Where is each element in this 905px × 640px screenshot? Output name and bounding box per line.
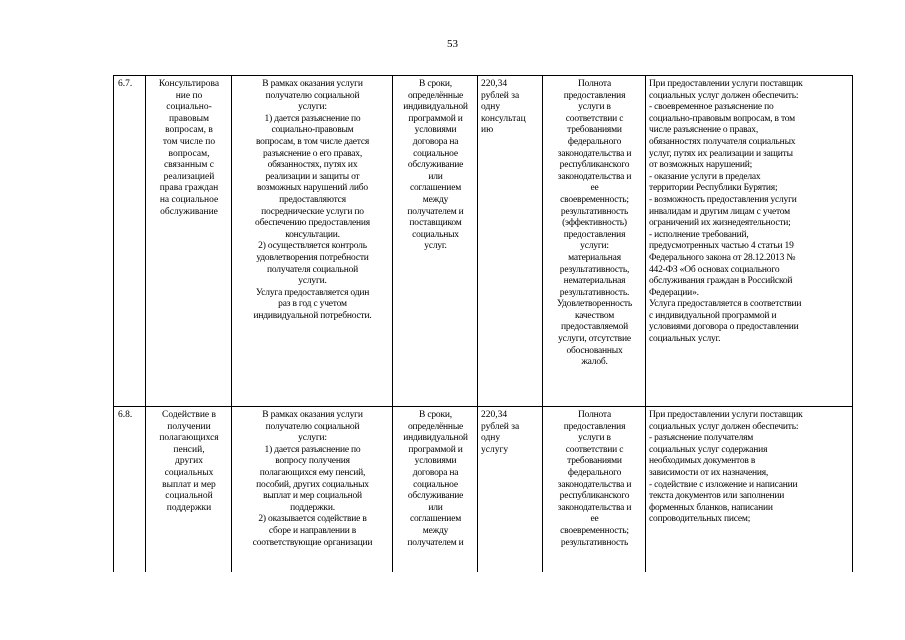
cell-text-line: услугу bbox=[481, 444, 509, 455]
cell-text-line: рублей за bbox=[481, 421, 520, 432]
cell-text-line: Полнота bbox=[577, 410, 612, 420]
service-terms-cell bbox=[393, 407, 478, 573]
cell-text-line: В рамках оказания услуги bbox=[262, 410, 363, 420]
cell-text-line: социальных bbox=[412, 229, 459, 240]
cell-text-line: правовым bbox=[168, 113, 210, 124]
cell-text-line: соответствующие организации bbox=[252, 537, 373, 548]
cell-text-line: республиканского bbox=[559, 160, 630, 171]
cell-text-line: При предоставлении услуги поставщик bbox=[649, 79, 803, 89]
page-number: 53 bbox=[447, 38, 458, 50]
service-quality-cell bbox=[543, 76, 646, 407]
cell-text-line: своевременность; bbox=[560, 194, 629, 205]
cell-text-line: числе разъяснение о правах, bbox=[649, 125, 759, 136]
cell-text-line: условиями bbox=[414, 456, 457, 467]
cell-text-line: определённые bbox=[407, 90, 464, 101]
row-number-cell bbox=[114, 407, 146, 573]
cell-text-line: В сроки, bbox=[419, 79, 452, 89]
cell-text-line: Полнота bbox=[577, 79, 612, 89]
table-row bbox=[114, 407, 853, 573]
cell-text-line: обслуживания граждан в Российской bbox=[649, 276, 793, 287]
cell-text-line: полагающихся bbox=[159, 433, 219, 444]
cell-text-line: получателю социальной bbox=[265, 421, 360, 432]
cell-text-line: социальных услуг. bbox=[649, 334, 721, 345]
cell-text-line: требованиями bbox=[567, 125, 622, 136]
cell-text-line: на социальное bbox=[159, 194, 219, 205]
service-name-cell bbox=[146, 76, 232, 407]
cell-text-line: предусмотренных частью 4 статьи 19 bbox=[649, 241, 794, 252]
cell-text-line: 220,34 bbox=[481, 79, 508, 89]
cell-text-line: социально-правовым bbox=[271, 125, 354, 136]
cell-text-line: соответствии с bbox=[565, 444, 624, 455]
cell-text-line: с индивидуальной программой и bbox=[649, 310, 777, 321]
cell-text-line: законодательства и bbox=[557, 148, 632, 159]
cell-text-line: между bbox=[422, 194, 449, 205]
cell-text-line: республиканского bbox=[559, 491, 630, 502]
cell-text-line: консультац bbox=[481, 113, 526, 124]
service-terms-cell bbox=[393, 76, 478, 407]
cell-text-line: программой и bbox=[408, 444, 463, 455]
service-name-cell bbox=[146, 407, 232, 573]
cell-text-line: соглашением bbox=[409, 183, 462, 194]
cell-text-line: - исполнение требований, bbox=[649, 229, 749, 240]
cell-text-line: услуги в bbox=[578, 433, 611, 444]
cell-text-line: индивидуальной bbox=[403, 433, 468, 444]
cell-text-line: договора на bbox=[412, 467, 459, 478]
cell-text-line: связанным с bbox=[163, 160, 215, 171]
cell-text-line: сборе и направлении в bbox=[268, 525, 357, 536]
cell-text-line: социальное bbox=[413, 479, 458, 490]
service-price-cell bbox=[478, 76, 543, 407]
cell-text-line: ние по bbox=[175, 90, 203, 101]
cell-text-line: соглашением bbox=[409, 514, 462, 525]
cell-text-line: территории Республики Бурятия; bbox=[649, 183, 778, 194]
cell-text-line: материальная bbox=[568, 252, 621, 263]
service-description-cell bbox=[232, 76, 393, 407]
cell-text-line: услуги: bbox=[298, 433, 327, 444]
cell-text-line: вопросу получения bbox=[275, 456, 350, 467]
cell-text-line: текста документов или заполнении bbox=[649, 491, 785, 502]
cell-text-line: удовлетворения потребности bbox=[256, 252, 369, 263]
cell-text-line: том числе по bbox=[162, 136, 216, 147]
service-description-cell bbox=[232, 407, 393, 573]
cell-text-line: обязанностях, путях их bbox=[267, 160, 358, 171]
cell-text-line: обоснованных bbox=[566, 345, 623, 356]
cell-text-line: раз в год с учетом bbox=[278, 299, 347, 310]
cell-text-line: поставщиком bbox=[409, 218, 462, 229]
cell-text-line: обеспечению предоставления bbox=[255, 218, 370, 229]
cell-text-line: обслуживание bbox=[160, 206, 218, 217]
cell-text-line: - содействие с изложение и написании bbox=[649, 479, 798, 490]
cell-text-line: рублей за bbox=[481, 90, 520, 101]
cell-text-line: реализацией bbox=[163, 171, 215, 182]
cell-text-line: Услуга предоставляется в соответствии bbox=[649, 299, 802, 310]
cell-text-line: одну bbox=[481, 102, 501, 113]
cell-text-line: ее bbox=[590, 183, 599, 194]
cell-text-line: В сроки, bbox=[419, 410, 452, 420]
cell-text-line: услуги: bbox=[298, 102, 327, 113]
cell-text-line: предоставления bbox=[563, 421, 626, 432]
cell-text-line: социально- bbox=[166, 102, 212, 113]
cell-text-line: вопросам, bbox=[168, 148, 210, 159]
cell-text-line: ограничений их жизнедеятельности; bbox=[649, 218, 791, 229]
cell-text-line: определённые bbox=[407, 421, 464, 432]
service-quality-cell bbox=[543, 407, 646, 573]
cell-text-line: одну bbox=[481, 433, 501, 444]
cell-text-line: обязанностях получателя социальных bbox=[649, 136, 796, 147]
cell-text-line: между bbox=[422, 525, 449, 536]
cell-text-line: результативность bbox=[560, 206, 629, 217]
cell-text-line: ее bbox=[590, 514, 599, 525]
cell-text-line: услуг, путях их реализации и защиты bbox=[649, 148, 793, 159]
cell-text-line: получении bbox=[167, 421, 211, 432]
cell-text-line: 2) осуществляется контроль bbox=[258, 241, 367, 252]
cell-text-line: Содействие в bbox=[162, 410, 216, 420]
cell-text-line: Удовлетворенность bbox=[556, 299, 633, 310]
cell-text-line: услуг. bbox=[424, 241, 447, 252]
table-row bbox=[114, 76, 853, 407]
cell-text-line: реализации и защиты от bbox=[265, 171, 360, 182]
cell-text-line: обслуживание bbox=[407, 160, 464, 171]
cell-text-line: (эффективность) bbox=[562, 218, 627, 229]
cell-text-line: пособий, других социальных bbox=[256, 479, 369, 490]
cell-text-line: результативность, bbox=[559, 264, 630, 275]
cell-text-line: предоставляются bbox=[279, 194, 346, 205]
cell-text-line: - разъяснение получателям bbox=[649, 433, 754, 444]
row-number-cell bbox=[114, 76, 146, 407]
cell-text-line: результативность bbox=[560, 537, 629, 548]
cell-text-line: - оказание услуги в пределах bbox=[649, 171, 761, 182]
cell-text-line: инвалидам и другим лицам с учетом bbox=[649, 206, 790, 217]
service-conditions-cell bbox=[646, 407, 853, 573]
cell-text-line: пенсий, bbox=[173, 444, 205, 455]
cell-text-line: Федерального закона от 28.12.2013 № bbox=[649, 252, 796, 263]
cell-text-line: Услуга предоставляется один bbox=[255, 287, 370, 298]
cell-text-line: зависимости от их назначения, bbox=[649, 467, 769, 478]
cell-text-line: поддержки. bbox=[290, 502, 335, 513]
cell-text-line: разъяснение о его правах, bbox=[263, 148, 362, 159]
cell-text-line: услуги: bbox=[580, 241, 609, 252]
cell-text-line: законодательства и bbox=[557, 171, 632, 182]
cell-text-line: федерального bbox=[567, 467, 622, 478]
cell-text-line: качеством bbox=[574, 310, 615, 321]
cell-text-line: 1) дается разъяснение по bbox=[264, 444, 361, 455]
cell-text-line: выплат и мер bbox=[162, 479, 216, 490]
cell-text-line: возможных нарушений либо bbox=[257, 183, 368, 194]
cell-text-line: социальных услуг должен обеспечить: bbox=[649, 90, 799, 101]
cell-text-line: выплат и мер социальной bbox=[263, 491, 362, 502]
cell-text-line: услуги, отсутствие bbox=[558, 334, 631, 345]
cell-text-line: индивидуальной bbox=[403, 102, 468, 113]
cell-text-line: жалоб. bbox=[581, 357, 608, 368]
cell-text-line: предоставления bbox=[563, 90, 626, 101]
row-number: 6.8. bbox=[118, 410, 133, 420]
cell-text-line: получателем и bbox=[407, 206, 464, 217]
cell-text-line: права граждан bbox=[159, 183, 219, 194]
cell-text-line: услуги. bbox=[298, 276, 327, 287]
services-table bbox=[113, 75, 853, 572]
cell-text-line: - возможность предоставления услуги bbox=[649, 194, 797, 205]
cell-text-line: социально-правовым вопросам, в том bbox=[649, 113, 795, 124]
cell-text-line: социальной bbox=[165, 491, 213, 502]
cell-text-line: 1) дается разъяснение по bbox=[264, 113, 361, 124]
cell-text-line: других bbox=[175, 456, 203, 467]
cell-text-line: договора на bbox=[412, 136, 459, 147]
cell-text-line: условиями bbox=[414, 125, 457, 136]
cell-text-line: поддержки bbox=[166, 502, 212, 513]
cell-text-line: вопросам, в bbox=[165, 125, 213, 136]
cell-text-line: Консультирова bbox=[158, 79, 220, 89]
cell-text-line: предоставляемой bbox=[561, 322, 628, 333]
row-number: 6.7. bbox=[118, 79, 133, 89]
cell-text-line: - своевременное разъяснение по bbox=[649, 102, 774, 113]
cell-text-line: социальных услуг должен обеспечить: bbox=[649, 421, 799, 432]
cell-text-line: или bbox=[428, 171, 443, 182]
service-price-cell bbox=[478, 407, 543, 573]
cell-text-line: социальное bbox=[413, 148, 458, 159]
cell-text-line: федерального bbox=[567, 136, 622, 147]
cell-text-line: получателя социальной bbox=[266, 264, 359, 275]
cell-text-line: социальных bbox=[164, 467, 214, 478]
cell-text-line: от возможных нарушений; bbox=[649, 160, 753, 171]
cell-text-line: 220,34 bbox=[481, 410, 508, 420]
cell-text-line: вопросам, в том числе дается bbox=[255, 136, 370, 147]
cell-text-line: услуги в bbox=[578, 102, 611, 113]
cell-text-line: индивидуальной потребности. bbox=[253, 310, 372, 321]
cell-text-line: В рамках оказания услуги bbox=[262, 79, 363, 89]
cell-text-line: результативность. bbox=[559, 287, 630, 298]
cell-text-line: программой и bbox=[408, 113, 463, 124]
service-conditions-cell bbox=[646, 76, 853, 407]
cell-text-line: соответствии с bbox=[565, 113, 624, 124]
cell-text-line: сопроводительных писем; bbox=[649, 514, 751, 525]
cell-text-line: условиями договора о предоставлении bbox=[649, 322, 799, 333]
cell-text-line: предоставления bbox=[563, 229, 626, 240]
cell-text-line: 2) оказывается содействие в bbox=[258, 514, 367, 525]
cell-text-line: требованиями bbox=[567, 456, 622, 467]
cell-text-line: Федерации». bbox=[649, 287, 699, 298]
cell-text-line: необходимых документов в bbox=[649, 456, 756, 467]
cell-text-line: полагающихся ему пенсий, bbox=[259, 467, 366, 478]
cell-text-line: получателем и bbox=[407, 537, 464, 548]
cell-text-line: обслуживание bbox=[407, 491, 464, 502]
cell-text-line: 442-ФЗ «Об основах социального bbox=[649, 264, 780, 275]
cell-text-line: своевременность; bbox=[560, 525, 629, 536]
cell-text-line: получателю социальной bbox=[265, 90, 360, 101]
cell-text-line: социальных услуг содержания bbox=[649, 444, 768, 455]
cell-text-line: нематериальная bbox=[563, 276, 626, 287]
cell-text-line: или bbox=[428, 502, 443, 513]
cell-text-line: законодательства и bbox=[557, 502, 632, 513]
cell-text-line: ию bbox=[481, 125, 494, 136]
cell-text-line: консультации. bbox=[285, 229, 340, 240]
cell-text-line: законодательства и bbox=[557, 479, 632, 490]
cell-text-line: посреднические услуги по bbox=[261, 206, 364, 217]
cell-text-line: форменных бланков, написании bbox=[649, 502, 773, 513]
cell-text-line: При предоставлении услуги поставщик bbox=[649, 410, 803, 420]
